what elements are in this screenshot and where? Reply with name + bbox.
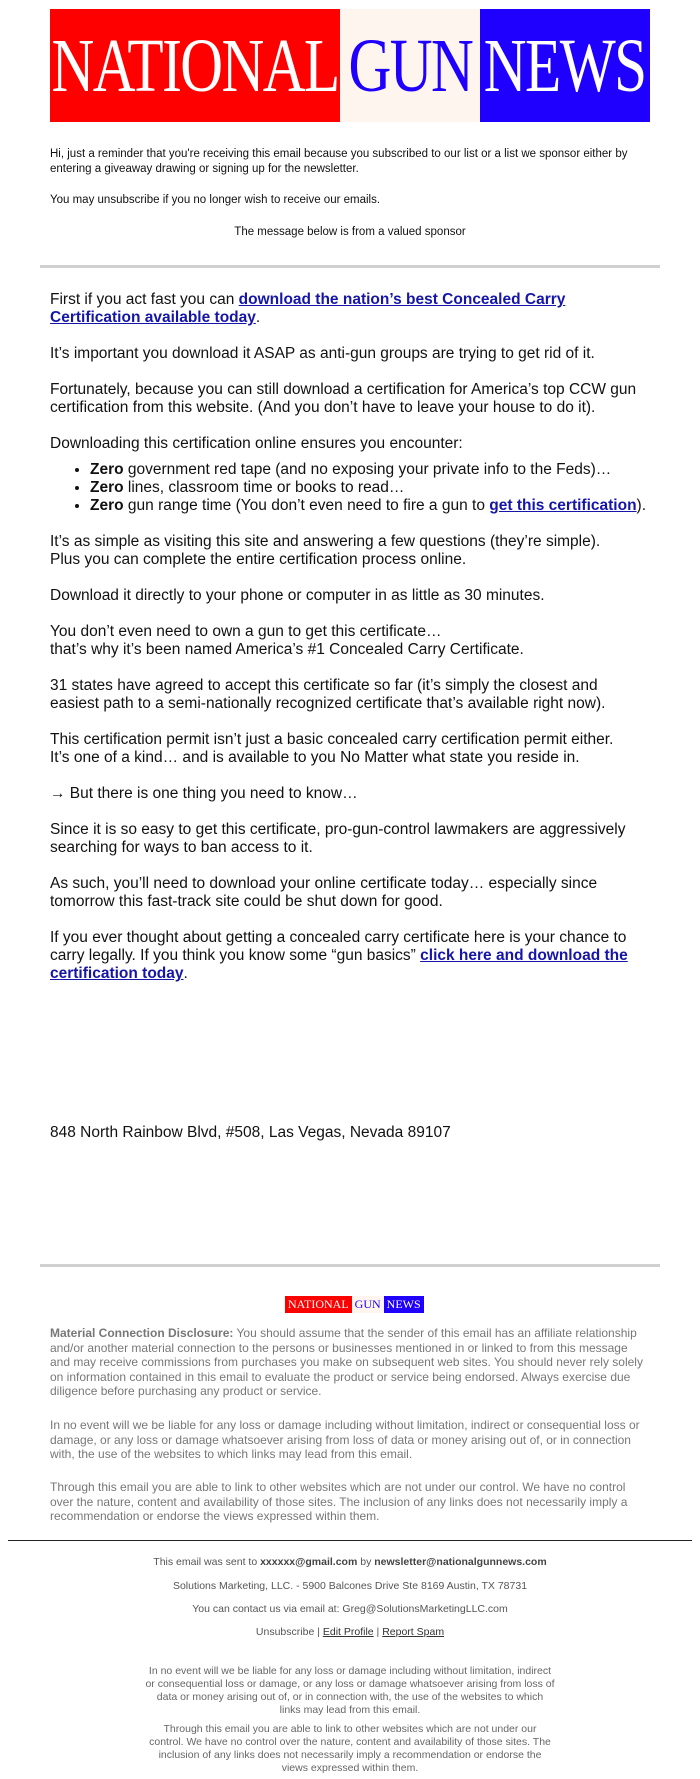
benefits-list bbox=[50, 461, 650, 515]
paragraph-own-gun-line1: You don’t even need to own a gun to get this certificate… bbox=[50, 623, 442, 640]
paragraph-states: 31 states have agreed to accept this certificate so far (it’s simply the closest and easiest path to a semi-nationally recognized certificate that’s available right now). bbox=[50, 677, 606, 712]
unsubscribe-link[interactable]: Unsubscribe bbox=[255, 1626, 315, 1638]
bullet-text: gun range time (You don’t even need to fire a gun to bbox=[123, 497, 490, 514]
download-certification-link[interactable]: download the nation’s best Concealed Carry Certification available today bbox=[50, 291, 566, 326]
bullet-bold: Zero bbox=[90, 479, 124, 496]
paragraph-simple bbox=[50, 533, 650, 569]
paragraph-simple-line1: It’s as simple as visiting this site and answering a few questions (they’re simple). bbox=[50, 533, 601, 550]
paragraph-lawmakers: Since it is so easy to get this certificate, pro-gun-control lawmakers are aggressively searching for ways to ban access to it. bbox=[50, 821, 626, 856]
sponsor-address: 848 North Rainbow Blvd, #508, Las Vegas, Nevada 89107 bbox=[50, 1124, 451, 1141]
paragraph-fortunately: Fortunately, because you can still download a certification for America’s top CCW gun certification from this website. (And you don’t have to leave your house to do it). bbox=[50, 381, 637, 416]
paragraph-one-of-kind-line1: This certification permit isn’t just a basic concealed carry certification permit either. bbox=[50, 731, 614, 748]
divider-top bbox=[40, 265, 660, 268]
link-separator: | bbox=[314, 1626, 323, 1638]
paragraph-one-thing: → But there is one thing you need to know… bbox=[50, 785, 358, 802]
footer-links bbox=[120, 1626, 580, 1638]
list-item bbox=[90, 479, 650, 497]
paragraph-own-gun-line2: that’s why it’s been named America’s #1 Concealed Carry Certificate. bbox=[50, 641, 524, 658]
bullet-text: government red tape (and no exposing your private info to the Feds)… bbox=[123, 461, 612, 478]
banner-gun-block bbox=[340, 9, 480, 122]
paragraph-asap: It’s important you download it ASAP as anti-gun groups are trying to get rid of it. bbox=[50, 345, 595, 362]
paragraph-ensures: Downloading this certification online ensures you encounter: bbox=[50, 435, 463, 452]
click-here-download-link[interactable]: click here and download the certification today bbox=[50, 947, 628, 982]
paragraph-simple-line2: Plus you can complete the entire certification process online. bbox=[50, 551, 467, 568]
subscription-reminder: Hi, just a reminder that you're receiving this email because you subscribed to our list or a list we sponsor either by entering a giveaway drawing or signing up for the newsletter. bbox=[50, 148, 628, 175]
footer-separator bbox=[8, 1540, 692, 1541]
footer-logo-news: NEWS bbox=[384, 1296, 424, 1313]
banner-word-national: NATIONAL bbox=[51, 23, 339, 108]
divider-bottom bbox=[40, 1264, 660, 1267]
paragraph-one-of-kind bbox=[50, 731, 650, 767]
edit-profile-link[interactable]: Edit Profile bbox=[322, 1626, 374, 1638]
banner-national-block bbox=[50, 9, 340, 122]
list-item bbox=[90, 497, 650, 515]
footer-liability: In no event will we be liable for any loss or damage including without limitation, indirect or consequential loss or damage, or any loss or damage whatsoever arising from loss of data or money arising out of, or in connection with, the use of the websites to which links may lead from this email. bbox=[145, 1665, 555, 1716]
bullet-bold: Zero bbox=[90, 461, 124, 478]
recipient-email: xxxxxx@gmail.com bbox=[260, 1556, 358, 1568]
material-connection-disclosure bbox=[50, 1326, 650, 1399]
sender-email: newsletter@nationalgunnews.com bbox=[374, 1556, 547, 1568]
paragraph-chance-end: . bbox=[183, 965, 188, 982]
paragraph-download-time: Download it directly to your phone or computer in as little as 30 minutes. bbox=[50, 587, 545, 604]
paragraph-chance-text: If you ever thought about getting a concealed carry certificate here is your chance to carry legally. If you think you know some “gun basics” bbox=[50, 929, 627, 964]
paragraph-as-such: As such, you’ll need to download your online certificate today… especially since tomorrow this fast-track site could be shut down for good. bbox=[50, 875, 598, 910]
paragraph-intro bbox=[50, 291, 650, 327]
get-certification-link[interactable]: get this certification bbox=[489, 497, 637, 514]
sent-by-word: by bbox=[357, 1556, 375, 1568]
contact-line: You can contact us via email at: Greg@SolutionsMarketingLLC.com bbox=[192, 1603, 508, 1615]
footer-logo-national: NATIONAL bbox=[285, 1296, 352, 1313]
bullet-text: lines, classroom time or books to read… bbox=[123, 479, 405, 496]
paragraph-intro-end: . bbox=[255, 309, 261, 326]
bullet-bold: Zero bbox=[90, 497, 124, 514]
unsubscribe-note: You may unsubscribe if you no longer wish to receive our emails. bbox=[50, 194, 381, 206]
sent-to-line bbox=[120, 1556, 580, 1568]
external-links-disclaimer: Through this email you are able to link to other websites which are not under our control. We have no control over the nature, content and availability of those sites. The inclusion of any links does not necessarily imply a recommendation or endorse the views expressed within them. bbox=[50, 1480, 628, 1524]
banner-news-block bbox=[480, 9, 650, 122]
newsletter-banner bbox=[50, 9, 650, 122]
paragraph-intro-text: First if you act fast you can bbox=[50, 291, 239, 308]
list-item bbox=[90, 461, 650, 479]
company-address: Solutions Marketing, LLC. - 5900 Balcones Drive Ste 8169 Austin, TX 78731 bbox=[172, 1580, 528, 1592]
sponsor-message bbox=[50, 291, 650, 1001]
report-spam-link[interactable]: Report Spam bbox=[382, 1626, 445, 1638]
bullet-end: ). bbox=[636, 497, 647, 514]
liability-disclaimer: In no event will we be liable for any loss or damage including without limitation, indirect or consequential loss or damage, or any loss or damage whatsoever arising from loss of data or money arising out of, or in connection with, the use of the websites to which links may lead from this email. bbox=[50, 1418, 640, 1462]
banner-word-gun: GUN bbox=[348, 23, 472, 108]
disclosure-body: You should assume that the sender of this email has an affiliate relationship and/or another material connection to the persons or businesses mentioned in or linked to from this message and may receive commissions from purchases you make on subsequent web sites. You should never rely solely on information contained in this email to evaluate the product or service being endorsed. Always exercise due diligence before purchasing any product or service. bbox=[50, 1326, 643, 1399]
paragraph-chance bbox=[50, 929, 650, 983]
disclosure-title: Material Connection Disclosure: bbox=[50, 1326, 234, 1340]
banner-word-news: NEWS bbox=[484, 23, 646, 108]
link-separator: | bbox=[373, 1626, 383, 1638]
sent-to-prefix: This email was sent to bbox=[153, 1556, 261, 1568]
footer-logo-gun: GUN bbox=[352, 1296, 384, 1313]
footer-links-disclaimer: Through this email you are able to link to other websites which are not under our control. We have no control over the nature, content and availability of those sites. The inclusion of any links does not necessarily imply a recommendation or endorse the views expressed within them. bbox=[149, 1723, 551, 1774]
footer-logo bbox=[285, 1296, 424, 1313]
paragraph-one-of-kind-line2: It’s one of a kind… and is available to you No Matter what state you reside in. bbox=[50, 749, 580, 766]
paragraph-own-gun bbox=[50, 623, 650, 659]
sponsor-note: The message below is from a valued sponsor bbox=[234, 226, 466, 238]
